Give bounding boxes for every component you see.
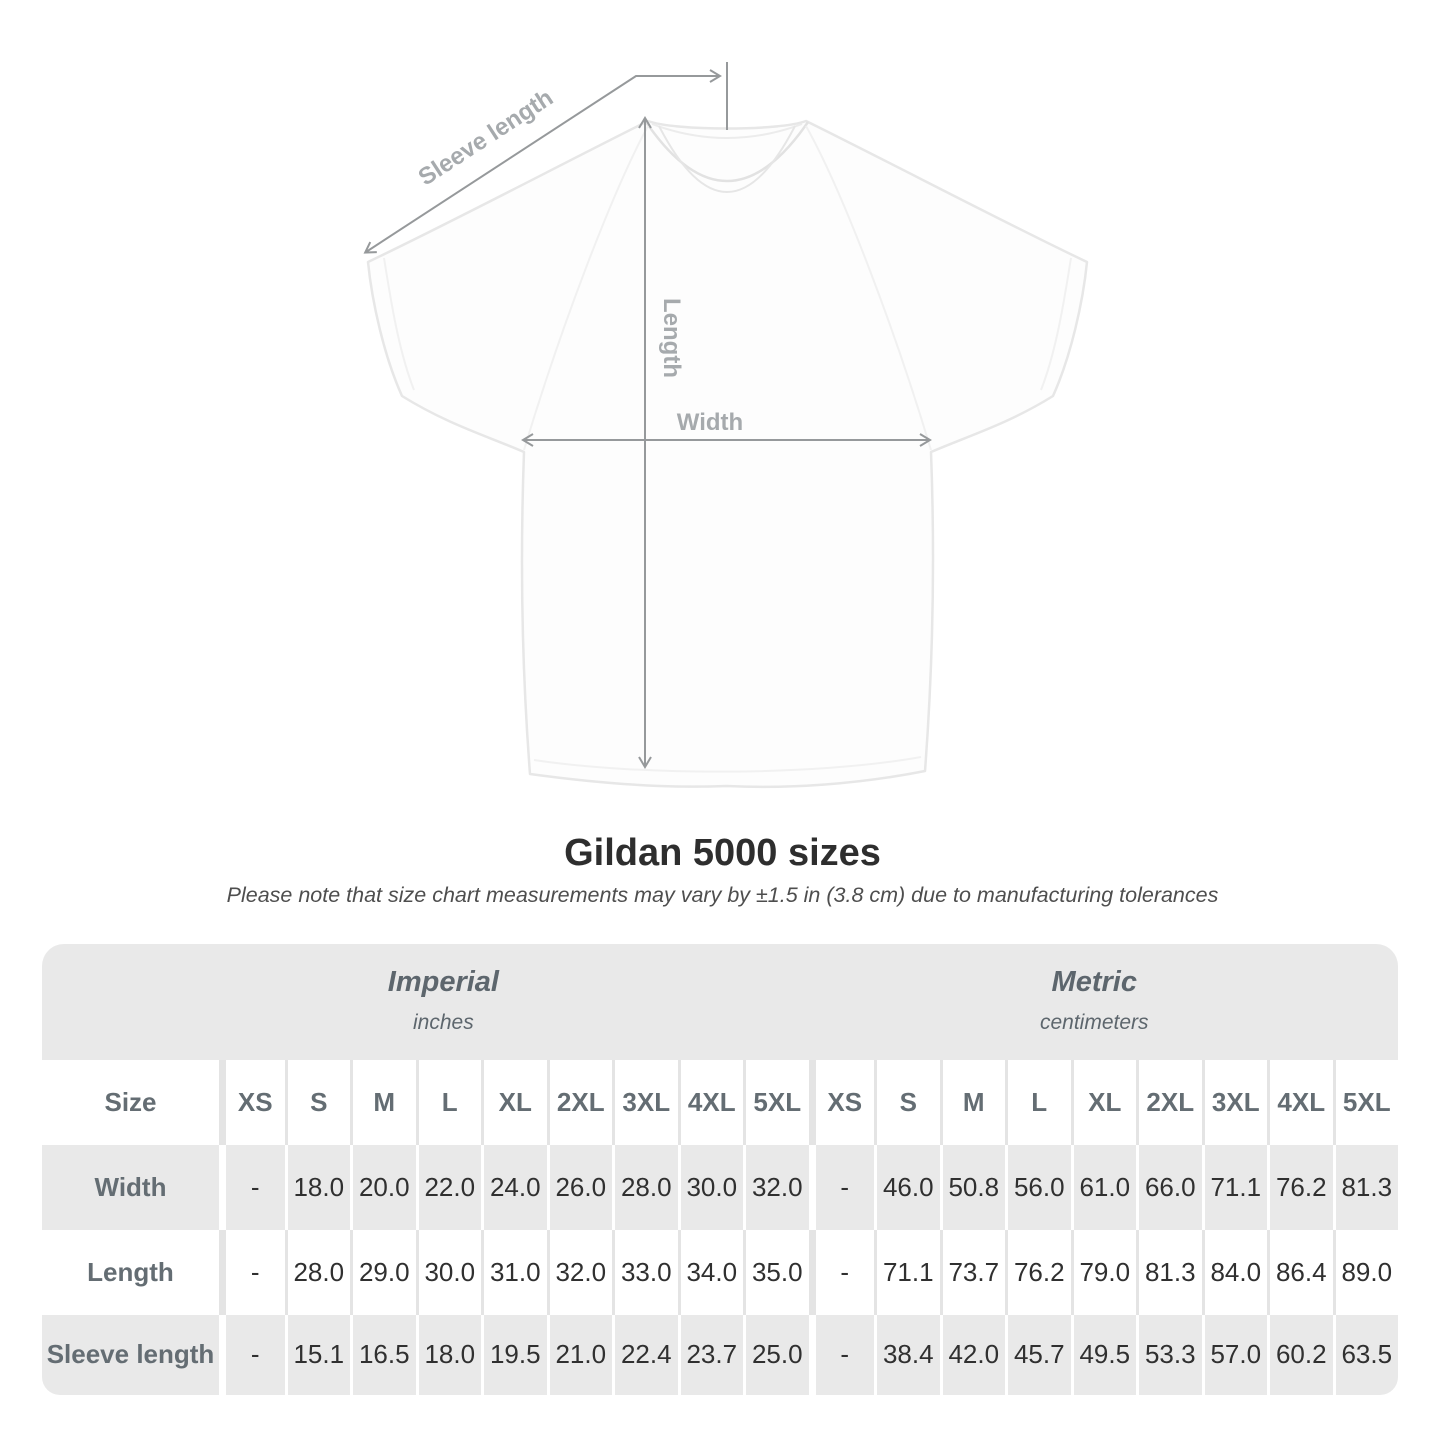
value-cell: 26.0	[547, 1145, 613, 1230]
value-cell: 18.0	[285, 1145, 351, 1230]
value-cell: 76.2	[1005, 1230, 1071, 1315]
value-cell: 15.1	[285, 1315, 351, 1395]
value-cell: 22.4	[612, 1315, 678, 1395]
value-cell: 35.0	[743, 1230, 809, 1315]
metric-group-unit: centimeters	[1039, 1010, 1149, 1034]
size-header-cell: 2XL	[547, 1060, 613, 1145]
value-cell: 61.0	[1071, 1145, 1137, 1230]
value-cell: 30.0	[416, 1230, 482, 1315]
size-header-cell: XS	[809, 1060, 875, 1145]
value-cell: 29.0	[350, 1230, 416, 1315]
value-cell: 18.0	[416, 1315, 482, 1395]
value-cell: 38.4	[874, 1315, 940, 1395]
value-cell: 81.3	[1333, 1145, 1399, 1230]
table-row-sleeve-length	[42, 1315, 1398, 1395]
imperial-group-title: Imperial	[387, 965, 499, 998]
value-cell: 24.0	[481, 1145, 547, 1230]
size-header-cell: S	[874, 1060, 940, 1145]
size-header-cell: L	[1005, 1060, 1071, 1145]
length-diagram-label: Length	[658, 298, 685, 378]
row-label: Sleeve length	[46, 1339, 215, 1370]
size-header-cell: 3XL	[1202, 1060, 1268, 1145]
table-row-width	[42, 1145, 1398, 1230]
size-header-cell: L	[416, 1060, 482, 1145]
width-diagram-label: Width	[676, 409, 744, 436]
value-cell: 60.2	[1267, 1315, 1333, 1395]
value-cell: 71.1	[1202, 1145, 1268, 1230]
value-cell: 45.7	[1005, 1315, 1071, 1395]
size-header-cell: 3XL	[612, 1060, 678, 1145]
value-cell: 42.0	[940, 1315, 1006, 1395]
size-header-cell: XS	[219, 1060, 285, 1145]
value-cell: 34.0	[678, 1230, 744, 1315]
value-cell: 63.5	[1333, 1315, 1399, 1395]
value-cell: 66.0	[1136, 1145, 1202, 1230]
metric-group-title: Metric	[1051, 965, 1137, 998]
size-header-cell: 4XL	[1267, 1060, 1333, 1145]
value-cell: 33.0	[612, 1230, 678, 1315]
size-header-cell: M	[350, 1060, 416, 1145]
value-cell: 84.0	[1202, 1230, 1268, 1315]
value-cell: 16.5	[350, 1315, 416, 1395]
tolerance-note: Please note that size chart measurements may vary by ±1.5 in (3.8 cm) due to manufacturing tolerances	[226, 882, 1219, 907]
sleeve-length-diagram-label: Sleeve length	[413, 84, 559, 192]
metric-group-header	[1040, 966, 1149, 1035]
size-header-cell: XL	[481, 1060, 547, 1145]
value-cell: 46.0	[874, 1145, 940, 1230]
imperial-group-unit: inches	[413, 1010, 474, 1034]
value-cell: -	[809, 1145, 875, 1230]
value-cell: 28.0	[612, 1145, 678, 1230]
size-column-header: Size	[104, 1086, 157, 1117]
size-header-row	[42, 1060, 1398, 1145]
size-header-cell: 2XL	[1136, 1060, 1202, 1145]
row-label: Width	[94, 1171, 167, 1202]
value-cell: 28.0	[285, 1230, 351, 1315]
value-cell: 79.0	[1071, 1230, 1137, 1315]
value-cell: 53.3	[1136, 1315, 1202, 1395]
value-cell: 19.5	[481, 1315, 547, 1395]
size-header-cell: S	[285, 1060, 351, 1145]
value-cell: 21.0	[547, 1315, 613, 1395]
value-cell: 31.0	[481, 1230, 547, 1315]
page-title: Gildan 5000 sizes	[564, 832, 881, 874]
value-cell: 22.0	[416, 1145, 482, 1230]
value-cell: 23.7	[678, 1315, 744, 1395]
value-cell: 71.1	[874, 1230, 940, 1315]
value-cell: -	[219, 1315, 285, 1395]
value-cell: 56.0	[1005, 1145, 1071, 1230]
imperial-group-header	[388, 966, 499, 1035]
value-cell: 32.0	[743, 1145, 809, 1230]
value-cell: 20.0	[350, 1145, 416, 1230]
size-header-cell: 4XL	[678, 1060, 744, 1145]
value-cell: 49.5	[1071, 1315, 1137, 1395]
value-cell: -	[809, 1315, 875, 1395]
table-row-length	[42, 1230, 1398, 1315]
value-cell: 30.0	[678, 1145, 744, 1230]
tshirt-silhouette	[368, 121, 1087, 787]
value-cell: 25.0	[743, 1315, 809, 1395]
value-cell: 76.2	[1267, 1145, 1333, 1230]
size-header-cell: 5XL	[743, 1060, 809, 1145]
value-cell: -	[219, 1145, 285, 1230]
unit-group-header-row	[42, 944, 1398, 1060]
size-header-cell: 5XL	[1333, 1060, 1399, 1145]
value-cell: 81.3	[1136, 1230, 1202, 1315]
value-cell: 89.0	[1333, 1230, 1399, 1315]
value-cell: -	[809, 1230, 875, 1315]
value-cell: 57.0	[1202, 1315, 1268, 1395]
value-cell: 86.4	[1267, 1230, 1333, 1315]
size-header-cell: XL	[1071, 1060, 1137, 1145]
value-cell: 50.8	[940, 1145, 1006, 1230]
value-cell: 73.7	[940, 1230, 1006, 1315]
row-label: Length	[87, 1256, 174, 1287]
size-table	[42, 944, 1398, 1395]
size-header-cell: M	[940, 1060, 1006, 1145]
value-cell: -	[219, 1230, 285, 1315]
value-cell: 32.0	[547, 1230, 613, 1315]
